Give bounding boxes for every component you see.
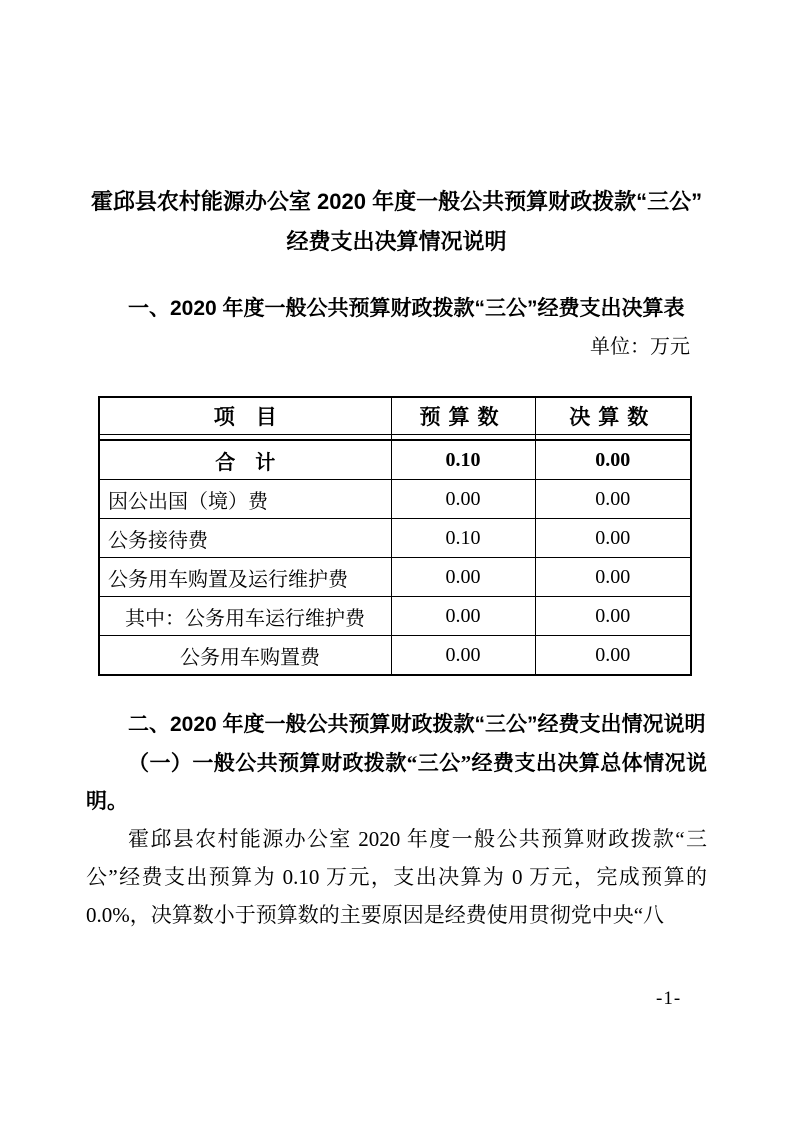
row-label: 其中：公务用车运行维护费 bbox=[99, 597, 391, 636]
row-final-value: 0.00 bbox=[535, 480, 691, 519]
row-label: 公务接待费 bbox=[99, 519, 391, 558]
row-final-value: 0.00 bbox=[535, 597, 691, 636]
row-label: 公务用车购置费 bbox=[99, 636, 391, 676]
row-budget-value: 0.10 bbox=[391, 519, 535, 558]
unit-note: 单位：万元 bbox=[590, 336, 690, 358]
row-final-value: 0.00 bbox=[535, 558, 691, 597]
table-header bbox=[99, 397, 691, 435]
section2-sub-heading: （一）一般公共预算财政拨款“三公”经费支出决算总体情况说明。 bbox=[86, 751, 707, 813]
row-label: 公务用车购置及运行维护费 bbox=[99, 558, 391, 597]
table-row bbox=[99, 519, 691, 558]
row-budget-value: 0.00 bbox=[391, 480, 535, 519]
page-content bbox=[0, 182, 793, 934]
row-label: 因公出国（境）费 bbox=[99, 480, 391, 519]
section2-heading: 二、2020 年度一般公共预算财政拨款“三公”经费支出情况说明 bbox=[128, 713, 706, 736]
row-budget-value: 0.00 bbox=[391, 597, 535, 636]
row-label: 合 计 bbox=[99, 440, 391, 480]
doc-title-line2: 经费支出决算情况说明 bbox=[286, 229, 507, 254]
page-number: -1- bbox=[656, 988, 682, 1009]
row-budget-value: 0.00 bbox=[391, 558, 535, 597]
table-row bbox=[99, 440, 691, 480]
doc-title bbox=[86, 182, 707, 262]
body-paragraph: 霍邱县农村能源办公室 2020 年度一般公共预算财政拨款“三公”经费支出预算为 0.10 万元，支出决算为 0 万元，完成预算的 0.0%，决算数小于预算数的主要原因是经费使用贯彻党中央“八 bbox=[86, 827, 707, 927]
row-final-value: 0.00 bbox=[535, 636, 691, 676]
col-header-budget: 预算数 bbox=[391, 397, 535, 435]
table-header-row bbox=[99, 397, 691, 435]
row-final-value: 0.00 bbox=[535, 519, 691, 558]
col-header-item: 项 目 bbox=[99, 397, 391, 435]
expense-table bbox=[98, 396, 692, 676]
table-body bbox=[99, 435, 691, 676]
table-row bbox=[99, 480, 691, 519]
table-row bbox=[99, 636, 691, 676]
section1-heading: 一、2020 年度一般公共预算财政拨款“三公”经费支出决算表 bbox=[128, 297, 685, 320]
table-row bbox=[99, 597, 691, 636]
table-row bbox=[99, 558, 691, 597]
doc-title-line1: 霍邱县农村能源办公室 2020 年度一般公共预算财政拨款“三公” bbox=[90, 189, 703, 214]
row-budget-value: 0.10 bbox=[391, 440, 535, 480]
col-header-final: 决算数 bbox=[535, 397, 691, 435]
row-final-value: 0.00 bbox=[535, 440, 691, 480]
row-budget-value: 0.00 bbox=[391, 636, 535, 676]
